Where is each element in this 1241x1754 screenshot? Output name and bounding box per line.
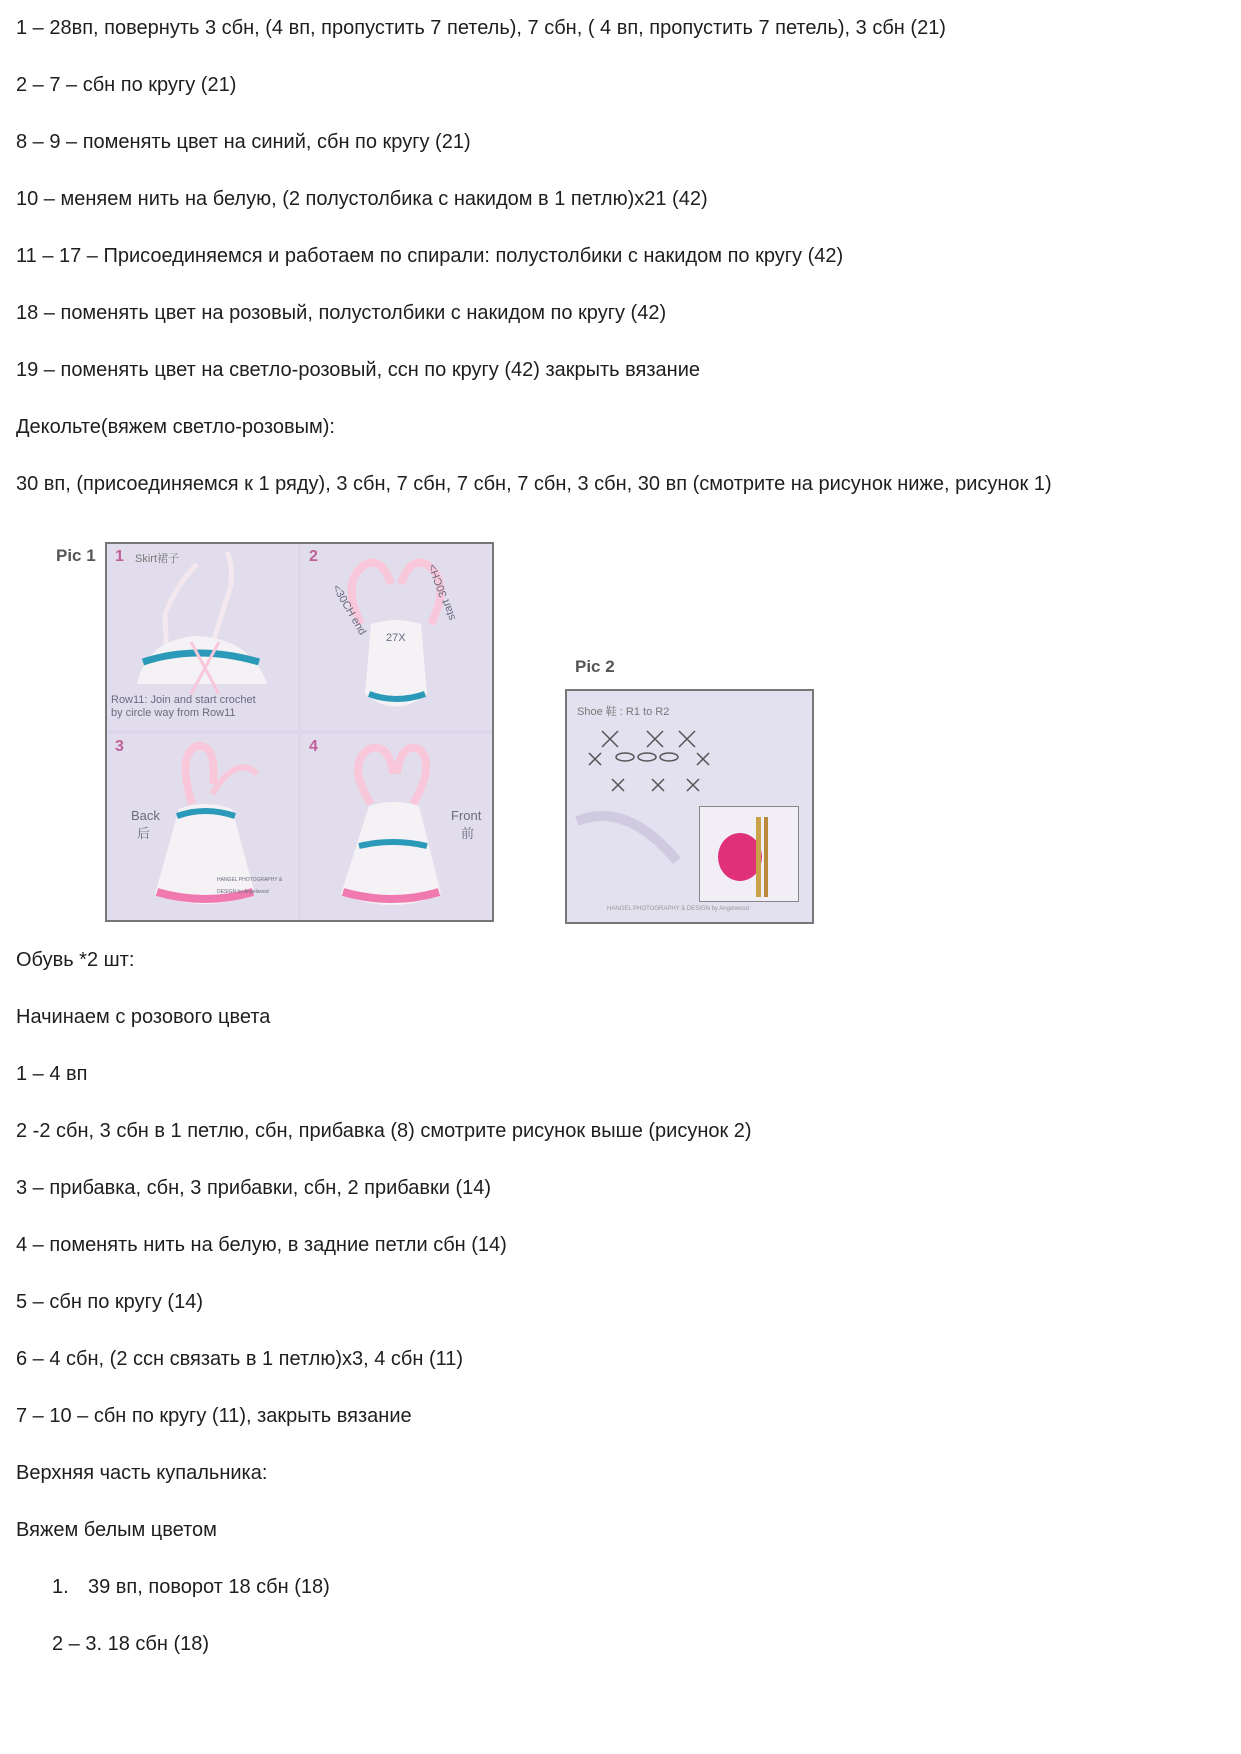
pic1-image — [105, 542, 494, 922]
instruction-line: Вяжем белым цветом — [16, 1519, 217, 1541]
panel-label-back-cn: 后 — [137, 826, 151, 841]
instruction-line: 11 – 17 – Присоединяемся и работаем по спирали: полустолбики с накидом по кругу (42) — [16, 245, 844, 267]
list-item — [52, 1632, 209, 1656]
instruction-line: 6 – 4 сбн, (2 ссн связать в 1 петлю)х3, 4 сбн (11) — [16, 1348, 464, 1370]
panel-number: 1 — [115, 548, 124, 565]
instruction-line: 3 – прибавка, сбн, 3 прибавки, сбн, 2 прибавки (14) — [16, 1177, 492, 1199]
panel-text: <30CH end — [329, 582, 369, 638]
panel-label-back: Back — [131, 808, 160, 823]
instruction-line: 8 – 9 – поменять цвет на синий, сбн по кругу (21) — [16, 131, 471, 153]
pic1-panel-3 — [107, 734, 298, 920]
pic2-credit: HANGEL PHOTOGRAPHY & DESIGN by Angelwood — [607, 906, 749, 912]
panel-text: 27X — [386, 632, 406, 644]
list-number: 1. — [52, 1576, 69, 1598]
instruction-line: 19 – поменять цвет на светло-розовый, ссн по кругу (42) закрыть вязание — [16, 359, 700, 381]
instruction-line: 18 – поменять цвет на розовый, полустолбики с накидом по кругу (42) — [16, 302, 667, 324]
panel-label-front-cn: 前 — [461, 826, 475, 841]
pink-sole-icon — [700, 807, 798, 901]
list-text: 2 – 3. 18 сбн (18) — [52, 1633, 210, 1655]
panel-note: Row11: Join and start crochet — [111, 694, 256, 706]
pic1-panel-2 — [301, 544, 492, 730]
instruction-line: 10 – меняем нить на белую, (2 полустолбика с накидом в 1 петлю)х21 (42) — [16, 188, 708, 210]
instruction-line: 1 – 28вп, повернуть 3 сбн, (4 вп, пропустить 7 петель), 7 сбн, ( 4 вп, пропустить 7 петель), 3 сбн (21) — [16, 17, 946, 39]
panel-note: by circle way from Row11 — [111, 707, 236, 719]
instruction-line: 7 – 10 – сбн по кругу (11), закрыть вязание — [16, 1405, 412, 1427]
instruction-line: 5 – сбн по кругу (14) — [16, 1291, 203, 1313]
panel-text: start 30CH> — [426, 562, 459, 622]
panel-label-front: Front — [451, 808, 482, 823]
photo-credit: HANGEL PHOTOGRAPHY & DESIGN by Angelwood — [217, 877, 283, 895]
section-heading: Верхняя часть купальника: — [16, 1462, 268, 1484]
section-heading: Обувь *2 шт: — [16, 949, 135, 971]
pic1-panel-1 — [107, 544, 298, 730]
pic2-title: Shoe 鞋 : R1 to R2 — [577, 706, 670, 718]
section-heading: Декольте(вяжем светло-розовым): — [16, 416, 335, 438]
instruction-line: Начинаем с розового цвета — [16, 1006, 271, 1028]
pic2-label: Pic 2 — [575, 657, 615, 676]
instruction-line: 2 -2 сбн, 3 сбн в 1 петлю, сбн, прибавка (8) смотрите рисунок выше (рисунок 2) — [16, 1120, 752, 1142]
list-item — [52, 1575, 330, 1599]
pic1-label: Pic 1 — [56, 546, 96, 565]
instruction-line: 30 вп, (присоединяемся к 1 ряду), 3 сбн, 7 сбн, 7 сбн, 7 сбн, 3 сбн, 30 вп (смотрите на рисунок ниже, рисунок 1) — [16, 473, 1052, 495]
panel-title: Skirt裙子 — [135, 553, 179, 565]
pic1-panel-4 — [301, 734, 492, 920]
panel-number: 3 — [115, 738, 124, 755]
list-text: 39 вп, поворот 18 сбн (18) — [88, 1576, 330, 1598]
instruction-line: 2 – 7 – сбн по кругу (21) — [16, 74, 237, 96]
shoe-sole-photo — [699, 806, 799, 902]
panel-number: 4 — [309, 738, 318, 755]
panel-number: 2 — [309, 548, 318, 565]
instruction-line: 4 – поменять нить на белую, в задние петли сбн (14) — [16, 1234, 507, 1256]
pic2-image — [565, 689, 814, 924]
instruction-line: 1 – 4 вп — [16, 1063, 88, 1085]
